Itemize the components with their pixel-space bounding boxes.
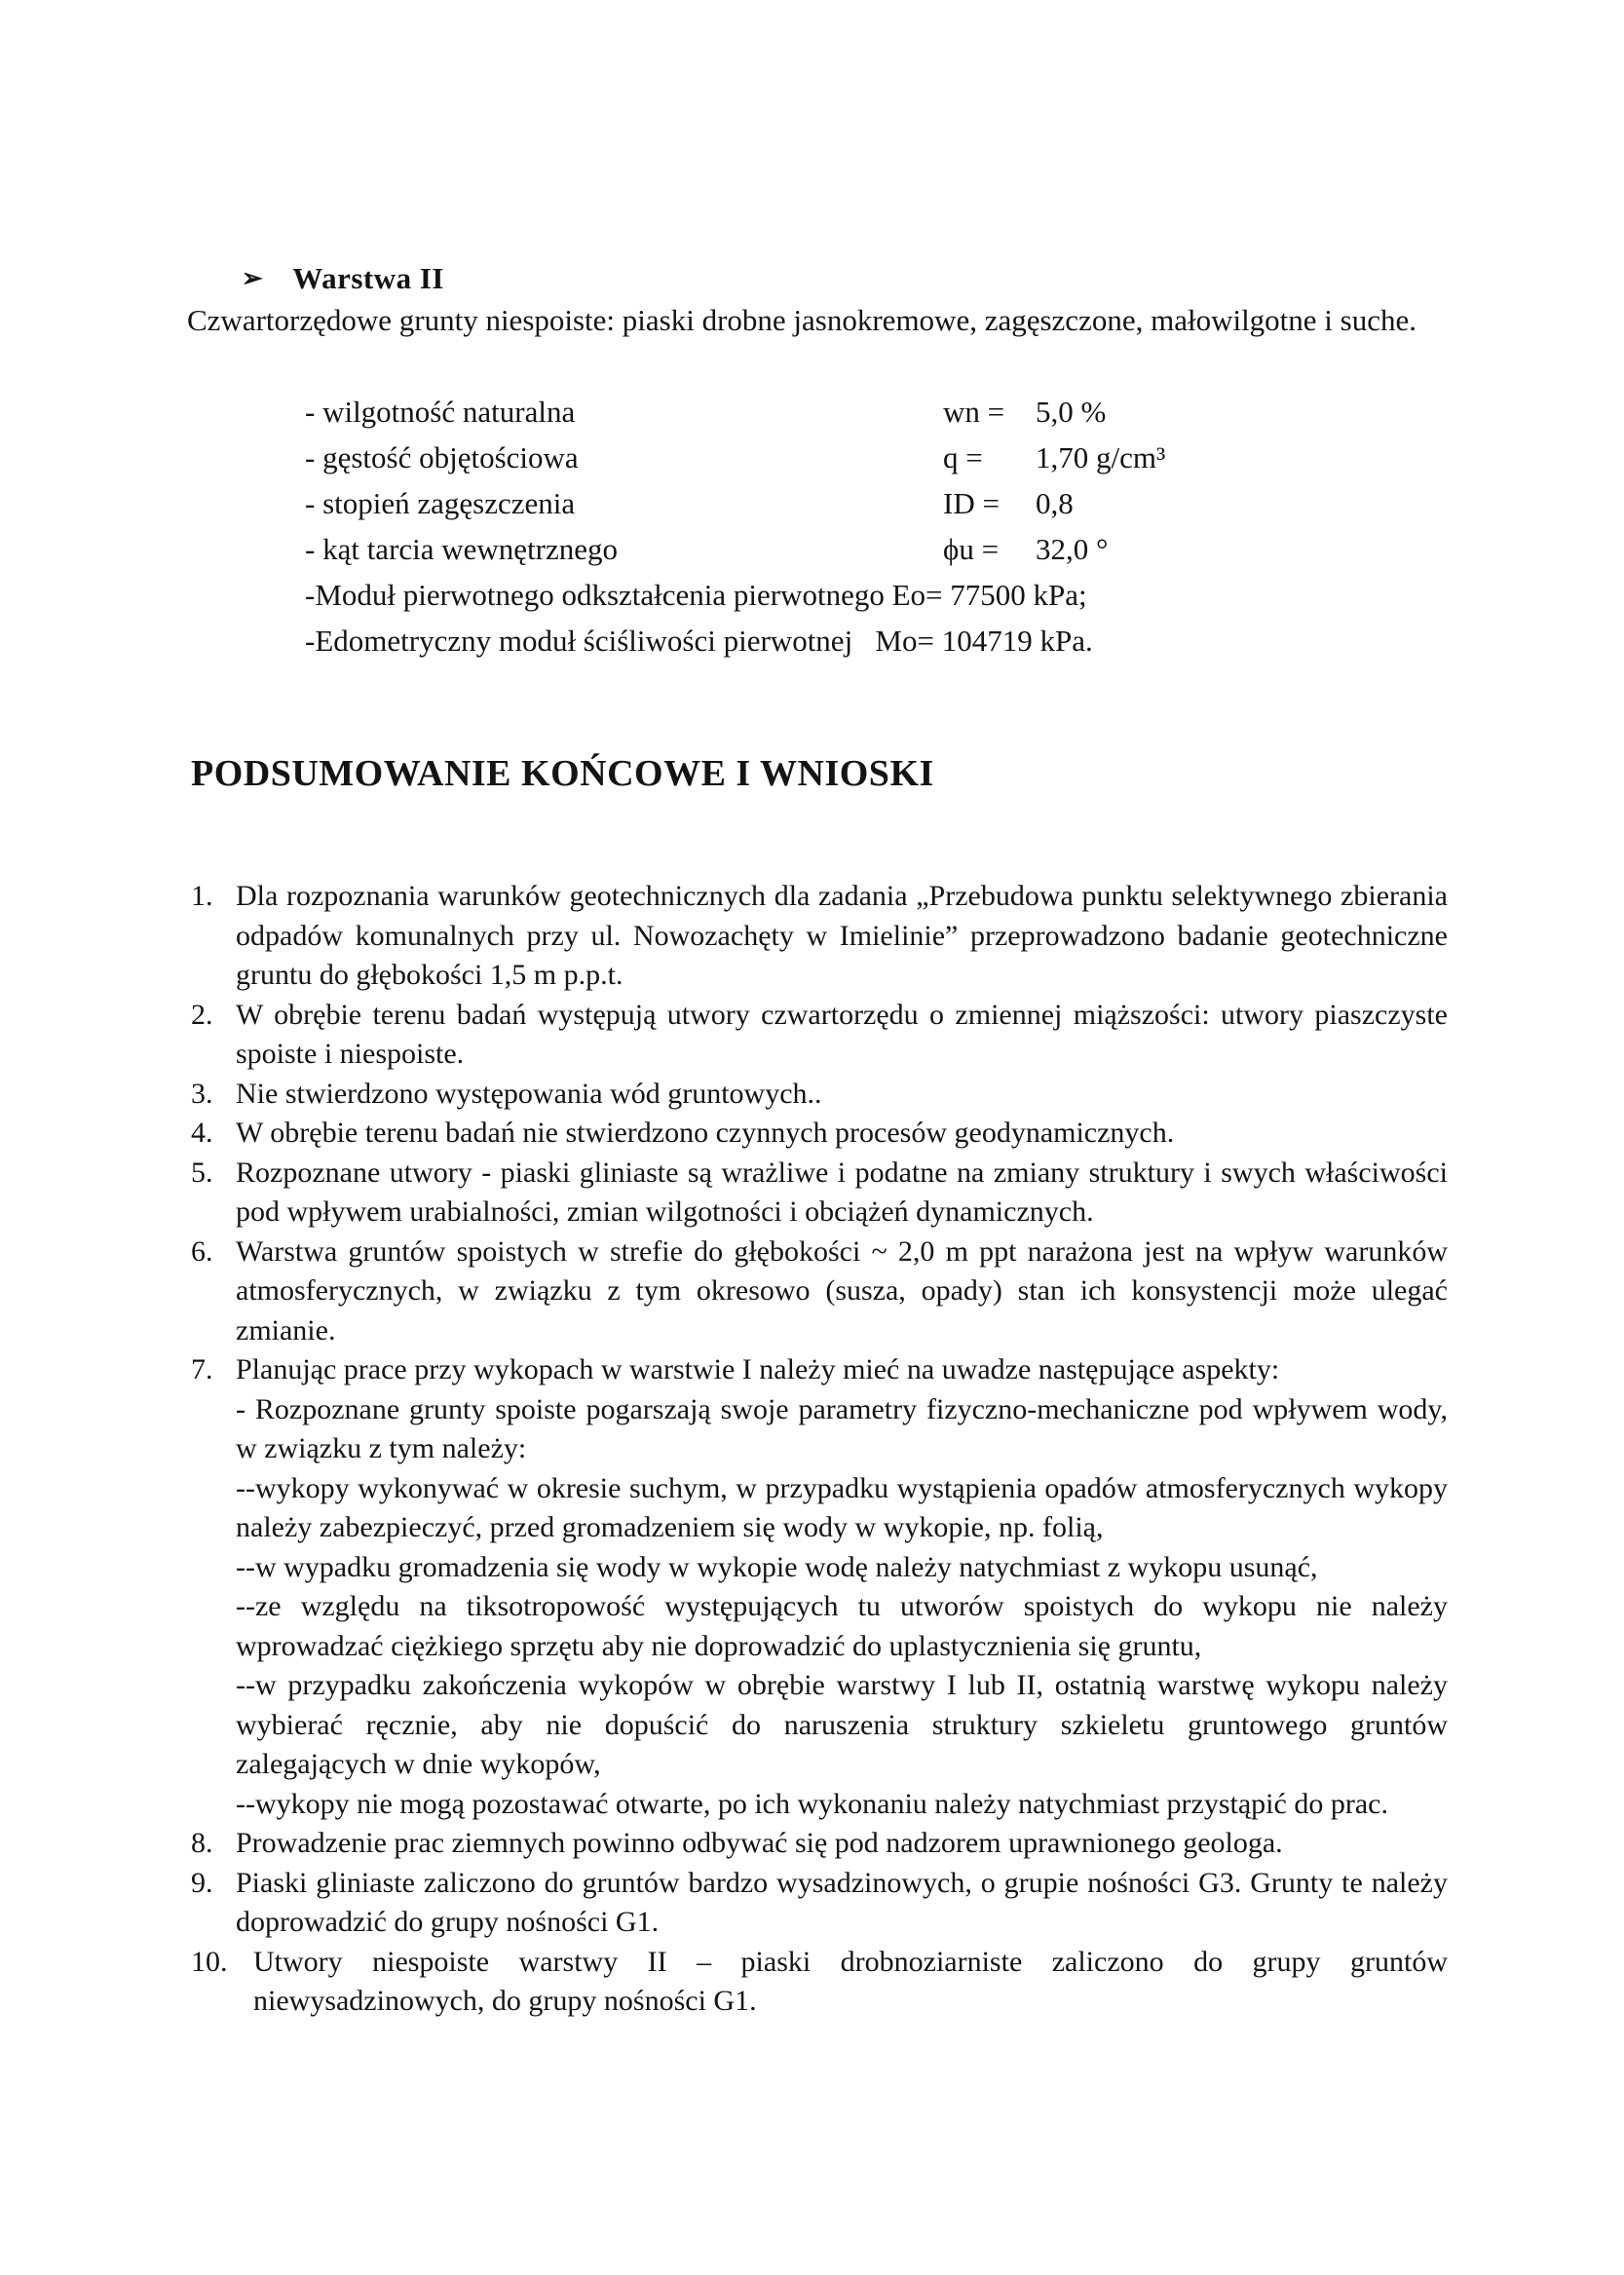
sub-item: --wykopy nie mogą pozostawać otwarte, po ich wykonaniu należy natychmiast przystąpić do prac. xyxy=(236,1787,1388,1820)
sub-item: - Rozpoznane grunty spoiste pogarszają swoje parametry fizyczno-mechaniczne pod wpływem wody, w związku z tym należy: xyxy=(236,1392,1448,1464)
item-number: 3. xyxy=(191,1077,213,1110)
param-value: 32,0 ° xyxy=(1036,532,1109,566)
item-text: Rozpoznane utwory - piaski gliniaste są wrażliwe i podatne na zmiany struktury i swych właściwości pod wpływem urabialności, zmian wilgotności i obciążeń dynamicznych. xyxy=(236,1156,1448,1228)
sub-item: --w przypadku zakończenia wykopów w obrębie warstwy I lub II, ostatnią warstwę wykopu należy wybierać ręcznie, aby nie dopuścić do naruszenia struktury szkieletu gruntowego gruntów zalegających w dnie wykopów, xyxy=(236,1669,1448,1780)
sub-item: --ze względu na tiksotropowość występujących tu utworów spoistych do wykopu nie należy wprowadzać ciężkiego sprzętu aby nie doprowadzić do uplastycznienia się gruntu, xyxy=(236,1590,1448,1662)
list-item xyxy=(191,1154,1448,1232)
list-item xyxy=(191,877,1448,996)
list-item xyxy=(191,996,1448,1075)
item-text: W obrębie terenu badań nie stwierdzono czynnych procesów geodynamicznych. xyxy=(236,1117,1175,1149)
param-name: - gęstość objętościowa xyxy=(305,440,579,474)
item-text: Dla rozpoznania warunków geotechnicznych dla zadania „Przebudowa punktu selektywnego zbierania odpadów komunalnych przy ul. Nowozachęty w Imielinie” przeprowadzono badanie geotechniczne gruntu do głębokości 1,5 m p.p.t. xyxy=(236,880,1448,991)
item-number: 8. xyxy=(191,1827,213,1859)
item-text: W obrębie terenu badań występują utwory czwartorzędu o zmiennej miąższości: utwory piaszczyste spoiste i niespoiste. xyxy=(236,998,1448,1070)
layer-heading xyxy=(242,261,444,296)
item-text: Nie stwierdzono występowania wód gruntowych.. xyxy=(236,1077,822,1110)
modulus-text: -Moduł pierwotnego odkształcenia pierwotnego Eo= 77500 kPa; xyxy=(305,578,1087,612)
sub-item: --w wypadku gromadzenia się wody w wykopie wodę należy natychmiast z wykopu usunąć, xyxy=(236,1550,1318,1583)
modulus-row xyxy=(305,578,1087,613)
list-item xyxy=(191,1824,1448,1864)
list-item xyxy=(191,1864,1448,1943)
list-item xyxy=(191,1232,1448,1351)
list-item xyxy=(191,1350,1448,1824)
list-item xyxy=(191,1114,1448,1154)
param-name: - wilgotność naturalna xyxy=(305,395,576,429)
param-symbol: q = xyxy=(943,440,983,474)
section-title: PODSUMOWANIE KOŃCOWE I WNIOSKI xyxy=(191,753,934,794)
param-name: - stopień zagęszczenia xyxy=(305,486,576,520)
layer-title: Warstwa II xyxy=(292,261,444,295)
param-value: 5,0 % xyxy=(1036,395,1107,429)
list-item xyxy=(191,1943,1448,2022)
param-value: 0,8 xyxy=(1036,486,1074,520)
modulus-row xyxy=(305,624,1093,659)
param-symbol: ϕu = xyxy=(943,532,1000,566)
item-number: 7. xyxy=(191,1353,213,1385)
item-number: 2. xyxy=(191,998,213,1031)
param-symbol: wn = xyxy=(943,395,1005,429)
item-number: 4. xyxy=(191,1117,213,1149)
conclusions-list xyxy=(191,877,1448,2022)
item-text: Piaski gliniaste zaliczono do gruntów bardzo wysadzinowych, o grupie nośności G3. Grunty te należy doprowadzić do grupy nośności G1. xyxy=(236,1866,1448,1938)
item-number: 9. xyxy=(191,1866,213,1899)
item-text: Planując prace przy wykopach w warstwie I należy mieć na uwadze następujące aspekty: xyxy=(236,1353,1280,1385)
param-name: - kąt tarcia wewnętrznego xyxy=(305,532,619,566)
arrow-bullet-icon: ➢ xyxy=(242,264,264,292)
item-text: Utwory niespoiste warstwy II – piaski drobnoziarniste zaliczono do grupy gruntów niewysadzinowych, do grupy nośności G1. xyxy=(253,1945,1448,2017)
item-text: Prowadzenie prac ziemnych powinno odbywać się pod nadzorem uprawnionego geologa. xyxy=(236,1827,1283,1859)
item-number: 1. xyxy=(191,880,213,912)
item-number: 5. xyxy=(191,1156,213,1189)
param-value: 1,70 g/cm³ xyxy=(1036,440,1166,474)
item-number: 6. xyxy=(191,1234,213,1268)
layer-description: Czwartorzędowe grunty niespoiste: piaski drobne jasnokremowe, zagęszczone, małowilgotne i suche. xyxy=(187,303,1416,337)
item-text: Warstwa gruntów spoistych w strefie do głębokości ~ 2,0 m ppt narażona jest na wpływ warunków atmosferycznych, w związku z tym okresowo (susza, opady) stan ich konsystencji może ulegać zmianie. xyxy=(236,1234,1448,1346)
list-item xyxy=(191,1075,1448,1115)
sub-item: --wykopy wykonywać w okresie suchym, w przypadku wystąpienia opadów atmosferycznych wykopy należy zabezpieczyć, przed gromadzeniem się wody w wykopie, np. folią, xyxy=(236,1471,1448,1543)
modulus-text: -Edometryczny moduł ściśliwości pierwotnej Mo= 104719 kPa. xyxy=(305,624,1093,658)
item-number: 10. xyxy=(191,1945,228,1978)
param-symbol: ID = xyxy=(943,486,1000,520)
